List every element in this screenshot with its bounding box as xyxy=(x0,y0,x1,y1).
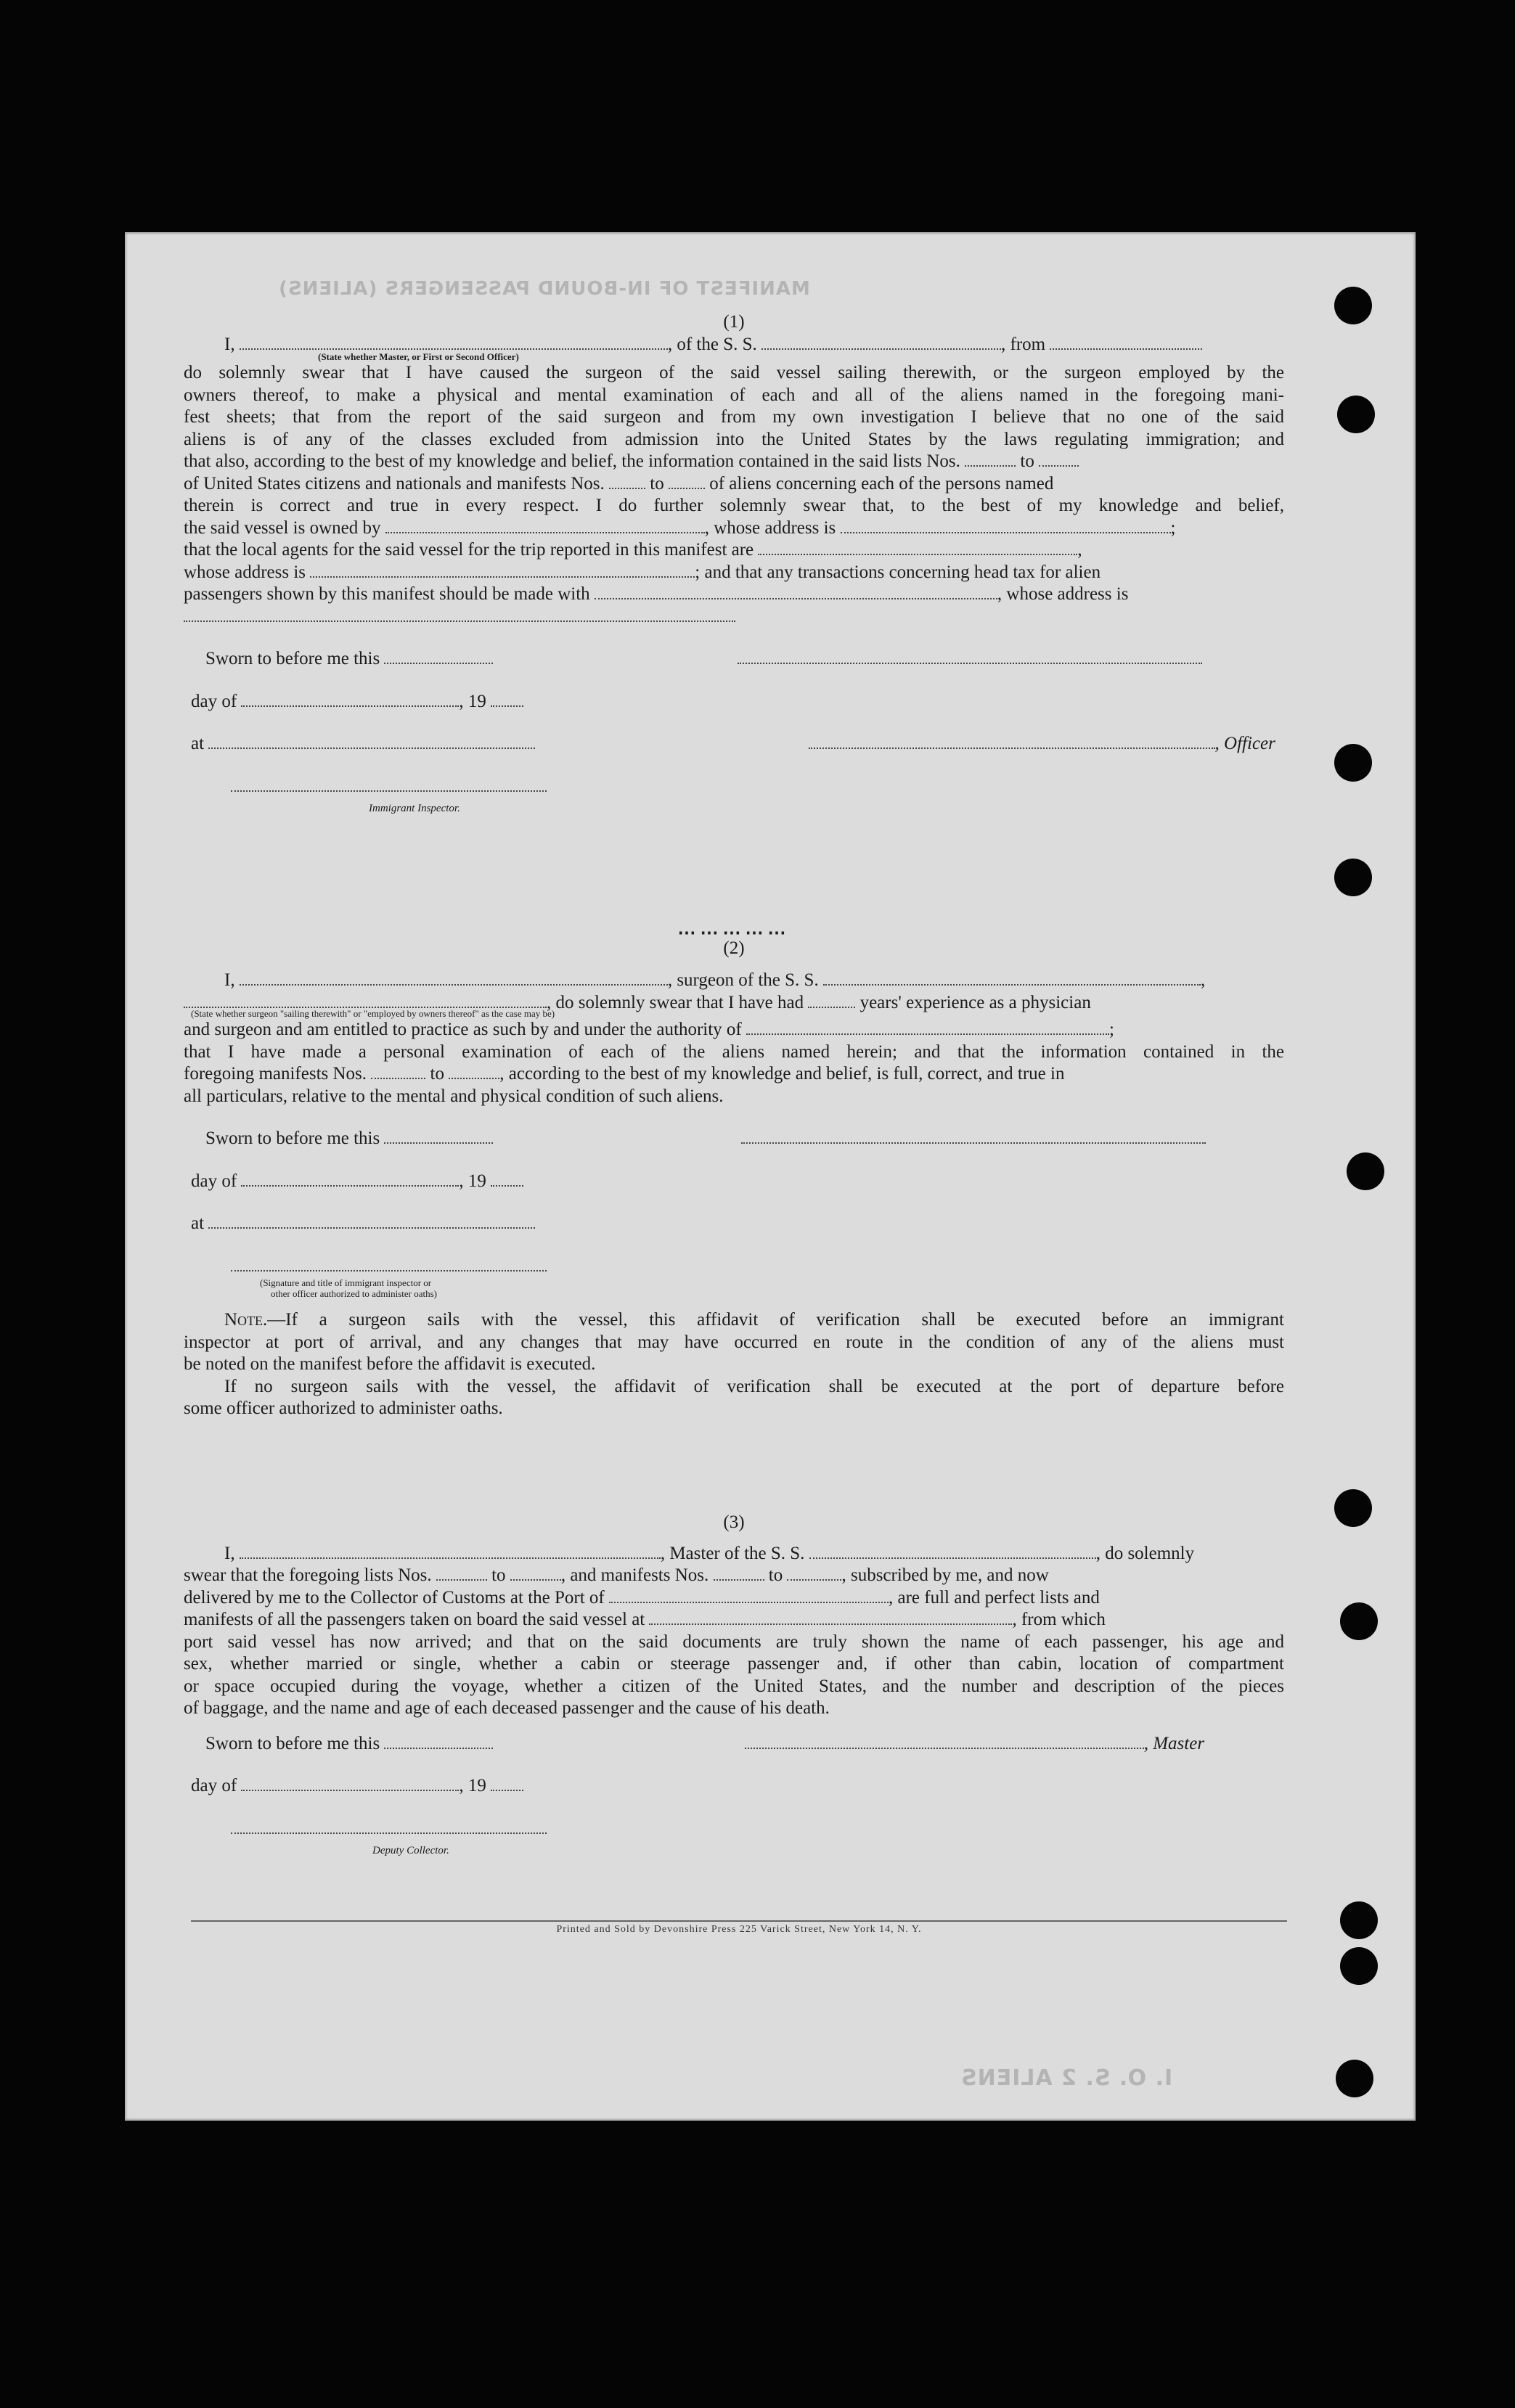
para-line: or space occupied during the voyage, whether a citizen of the United States, and the number and description of the pieces xyxy=(184,1676,1284,1696)
punch-hole xyxy=(1334,744,1372,782)
punch-hole xyxy=(1340,1901,1378,1939)
head-tax-field[interactable] xyxy=(595,585,997,599)
para-text: , according to the best of my knowledge and belief, is full, correct, and true in xyxy=(499,1064,1065,1084)
manifests-to-field-2[interactable] xyxy=(449,1065,499,1079)
officer-signature-field[interactable] xyxy=(809,734,1215,749)
para-line-agent-address xyxy=(184,562,1284,584)
note-text: —If a surgeon sails with the vessel, this affidavit of verification shall be executed before an immigrant xyxy=(267,1310,1284,1330)
sworn-label: Sworn to before me this xyxy=(205,1733,380,1753)
manifests-to-field[interactable] xyxy=(669,475,705,489)
inspector-signature-field[interactable] xyxy=(231,777,547,792)
para-text: and surgeon and am entitled to practice as such by and under the authority of xyxy=(184,1020,742,1039)
section-1 xyxy=(184,311,1284,820)
para-text: of United States citizens and nationals and manifests Nos. xyxy=(184,473,605,494)
inspector-line-2 xyxy=(231,1256,1284,1278)
para-line-owned xyxy=(184,517,1284,540)
manifests-all-row xyxy=(184,1609,1284,1631)
surgeon-state-note: (State whether surgeon "sailing therewith" or "employed by owners thereof" as the case may be) xyxy=(191,1008,555,1019)
para-line: sex, whether married or single, whether a cabin or steerage passenger and, if other than cabin, location of compartment xyxy=(184,1654,1284,1674)
para-text: that also, according to the best of my knowledge and belief, the information contained in the said lists Nos. xyxy=(184,451,960,471)
whose-address-label: , whose address is xyxy=(997,584,1129,604)
authority-row: and surgeon and am entitled to practice as such by and under the authority of ; xyxy=(184,1020,1114,1039)
owner-address-field[interactable] xyxy=(841,519,1171,533)
from-port-field[interactable] xyxy=(1050,335,1202,350)
surgeon-of-label: , surgeon of the S. S. xyxy=(667,970,819,990)
place-field-2[interactable] xyxy=(208,1214,535,1229)
sworn-day-field-3[interactable] xyxy=(384,1735,493,1749)
month-field-3[interactable] xyxy=(241,1777,459,1791)
master-label: , Master xyxy=(1143,1733,1205,1753)
inspector-line xyxy=(231,776,1284,798)
para-line: aliens is of any of the classes excluded from admission into the United States by the laws regulating immigration; and xyxy=(184,429,1284,449)
year-label: , 19 xyxy=(459,1776,486,1795)
surgeon-signature-field[interactable] xyxy=(741,1129,1206,1144)
sworn-row-3 xyxy=(205,1733,1284,1756)
inspector-label: Immigrant Inspector. xyxy=(369,803,460,814)
para-line: owners thereof, to make a physical and mental examination of each and all of the aliens named in the foregoing mani- xyxy=(184,385,1284,405)
of-the-ss-label: , of the S. S. xyxy=(667,334,757,354)
note-line xyxy=(184,1309,1284,1332)
year-label: , 19 xyxy=(459,1171,486,1191)
note-label: Note. xyxy=(224,1310,268,1330)
intro-i: I, xyxy=(224,334,235,354)
punch-hole xyxy=(1334,1489,1372,1527)
para-line-head-tax xyxy=(184,583,1284,606)
intro-i: I, xyxy=(224,1543,235,1563)
manifests-to-field-3[interactable] xyxy=(787,1566,841,1581)
lists-row-3 xyxy=(184,1565,1284,1587)
officer-note: (State whether Master, or First or Second Officer) xyxy=(318,351,519,362)
at-label: at xyxy=(191,1213,205,1233)
collector-signature-field[interactable] xyxy=(231,1819,547,1834)
officer-name-field[interactable] xyxy=(240,335,668,350)
punch-hole xyxy=(1334,859,1372,896)
section-3-number: (3) xyxy=(723,1512,745,1532)
para-line: of baggage, and the name and age of each deceased passenger and the cause of his death. xyxy=(184,1698,830,1718)
sworn-label: Sworn to before me this xyxy=(205,1129,380,1148)
section-1-number: (1) xyxy=(723,312,745,332)
para-text: , and manifests Nos. xyxy=(560,1565,709,1585)
para-text: of aliens concerning each of the persons named xyxy=(709,473,1054,494)
master-name-field[interactable] xyxy=(240,1544,661,1559)
para-line: therein is correct and true in every respect. I do further solemnly swear that, to the best of my knowledge and belief, xyxy=(184,496,1284,515)
to-label: to xyxy=(430,1064,444,1084)
signature-note-1: (Signature and title of immigrant inspector or xyxy=(260,1277,432,1288)
signature-field[interactable] xyxy=(738,650,1202,664)
officer-label: , Officer xyxy=(1214,734,1275,753)
para-line-manifests xyxy=(184,473,1284,496)
lists-to-field[interactable] xyxy=(1039,452,1079,467)
manifests-from-field[interactable] xyxy=(609,475,645,489)
at-label: at xyxy=(191,734,205,753)
at-row-2 xyxy=(191,1213,1284,1235)
para-text: , are full and perfect lists and xyxy=(889,1587,1100,1608)
para-text: , do solemnly xyxy=(1095,1543,1195,1563)
master-of-label: , Master of the S. S. xyxy=(660,1543,805,1563)
day-row-2 xyxy=(191,1171,1284,1193)
day-row xyxy=(191,691,1284,713)
continuation-line xyxy=(184,606,1284,628)
section-2 xyxy=(184,922,1284,1420)
day-of-label: day of xyxy=(191,1171,237,1191)
punch-hole xyxy=(1336,2060,1373,2097)
para-line: that I have made a personal examination of each of the aliens named herein; and that the information contained in the xyxy=(184,1041,1284,1062)
para-text: passengers shown by this manifest should be made with xyxy=(184,584,590,604)
para-line-agents xyxy=(184,539,1284,562)
section-2-number: (2) xyxy=(723,938,745,958)
agents-field[interactable] xyxy=(758,541,1077,555)
to-label: to xyxy=(650,473,664,494)
para-text: ; and that any transactions concerning head tax for alien xyxy=(695,562,1101,582)
para-text: the said vessel is owned by xyxy=(184,517,381,538)
para-line: fest sheets; that from the report of the said surgeon and from my own investigation I believe that no one of the said xyxy=(184,407,1284,427)
para-text: foregoing manifests Nos. xyxy=(184,1064,367,1084)
lists-to-field-3[interactable] xyxy=(510,1566,561,1581)
para-text: delivered by me to the Collector of Customs at the Port of xyxy=(184,1587,605,1608)
bleed-through-bottom: I. O. S. 2 ALIENS xyxy=(960,2065,1173,2091)
sworn-row-2 xyxy=(205,1128,1284,1150)
para-line: port said vessel has now arrived; and that on the said documents are truly shown the name of each passenger, his age and xyxy=(184,1631,1284,1652)
para-text: , from which xyxy=(1012,1610,1106,1629)
departure-port-field[interactable] xyxy=(649,1610,1012,1625)
signature-note-2: other officer authorized to administer oaths) xyxy=(271,1288,437,1299)
year-label: , 19 xyxy=(459,691,486,711)
note-line: some officer authorized to administer oaths. xyxy=(184,1398,503,1418)
to-label: to xyxy=(1020,451,1034,471)
note-line: inspector at port of arrival, and any changes that may have occurred en route in the condition of any of the aliens must xyxy=(184,1332,1284,1352)
para-text: manifests of all the passengers taken on board the said vessel at xyxy=(184,1610,645,1629)
sworn-day-field[interactable] xyxy=(384,650,493,664)
section-3-intro xyxy=(224,1543,1284,1565)
port-field[interactable] xyxy=(609,1589,889,1603)
to-label: to xyxy=(491,1565,506,1585)
lists-from-field-3[interactable] xyxy=(436,1566,487,1581)
sworn-day-field-2[interactable] xyxy=(384,1129,493,1144)
note-line: be noted on the manifest before the affidavit is executed. xyxy=(184,1354,596,1374)
para-line-lists xyxy=(184,451,1284,473)
section-3 xyxy=(184,1512,1284,1862)
year-field-3[interactable] xyxy=(491,1777,523,1791)
owner-field[interactable] xyxy=(385,519,705,533)
lists-from-field[interactable] xyxy=(965,452,1016,467)
year-field[interactable] xyxy=(491,692,523,707)
manifests-from-field-3[interactable] xyxy=(714,1566,764,1581)
para-line: all particulars, relative to the mental and physical condition of such aliens. xyxy=(184,1086,724,1106)
whose-address-label: , whose address is xyxy=(704,517,836,538)
collector-label: Deputy Collector. xyxy=(372,1845,449,1856)
punct: , xyxy=(1077,540,1082,560)
from-label: , from xyxy=(1001,334,1046,354)
punch-hole xyxy=(1340,1602,1378,1640)
delivered-row xyxy=(184,1587,1284,1610)
punch-hole xyxy=(1334,287,1372,324)
year-field-2[interactable] xyxy=(491,1172,523,1187)
footer-rule xyxy=(191,1920,1287,1922)
collector-line xyxy=(231,1818,1284,1840)
para-text: that the local agents for the said vessel for the trip reported in this manifest are xyxy=(184,540,754,560)
punch-hole xyxy=(1337,396,1375,433)
para-text: whose address is xyxy=(184,562,306,582)
head-tax-address-field[interactable] xyxy=(184,607,735,622)
vessel-name-field[interactable] xyxy=(761,335,1001,350)
surgeon-status-field[interactable] xyxy=(184,994,547,1008)
day-of-label: day of xyxy=(191,1776,237,1795)
note-line: If no surgeon sails with the vessel, the affidavit of verification shall be executed at the port of departure before xyxy=(224,1376,1284,1396)
para-text: years' experience as a physician xyxy=(859,992,1091,1012)
para-text: , do solemnly swear that I have had xyxy=(547,992,804,1012)
to-label: to xyxy=(768,1565,783,1585)
agent-address-field[interactable] xyxy=(310,563,695,578)
master-signature-field[interactable] xyxy=(745,1735,1144,1749)
manifests-row xyxy=(184,1063,1284,1086)
day-row-3 xyxy=(191,1775,1284,1798)
para-line: do solemnly swear that I have caused the surgeon of the said vessel sailing therewith, or the surgeon employed by the xyxy=(184,363,1284,382)
para-text: swear that the foregoing lists Nos. xyxy=(184,1565,432,1585)
punch-hole xyxy=(1347,1152,1384,1190)
authority-field[interactable] xyxy=(746,1020,1109,1035)
divider-dots: ⋯⋯⋯⋯⋯ xyxy=(677,923,791,943)
inspector-signature-field-2[interactable] xyxy=(231,1257,547,1271)
surgeon-name-field[interactable] xyxy=(240,971,668,986)
day-of-label: day of xyxy=(191,691,237,711)
at-row xyxy=(191,733,1284,755)
section-2-intro: I, , surgeon of the S. S. , xyxy=(224,970,1206,990)
sworn-row xyxy=(205,648,1284,671)
intro-i: I, xyxy=(224,970,235,990)
place-field[interactable] xyxy=(208,734,535,749)
month-field[interactable] xyxy=(241,692,459,707)
printer-footer: Printed and Sold by Devonshire Press 225 Varick Street, New York 14, N. Y. xyxy=(556,1924,922,1935)
vessel-name-field-2[interactable] xyxy=(823,971,1201,986)
punch-hole xyxy=(1340,1947,1378,1985)
years-field[interactable] xyxy=(808,994,855,1008)
para-text: , subscribed by me, and now xyxy=(841,1565,1049,1585)
month-field-2[interactable] xyxy=(241,1172,459,1187)
vessel-name-field-3[interactable] xyxy=(809,1544,1096,1559)
punct: ; xyxy=(1170,517,1176,538)
manifests-from-field-2[interactable] xyxy=(371,1065,425,1079)
bleed-through-title: MANIFEST OF IN-BOUND PASSENGERS (ALIENS) xyxy=(278,278,810,300)
form-page xyxy=(125,232,1416,2121)
sworn-label: Sworn to before me this xyxy=(205,649,380,668)
